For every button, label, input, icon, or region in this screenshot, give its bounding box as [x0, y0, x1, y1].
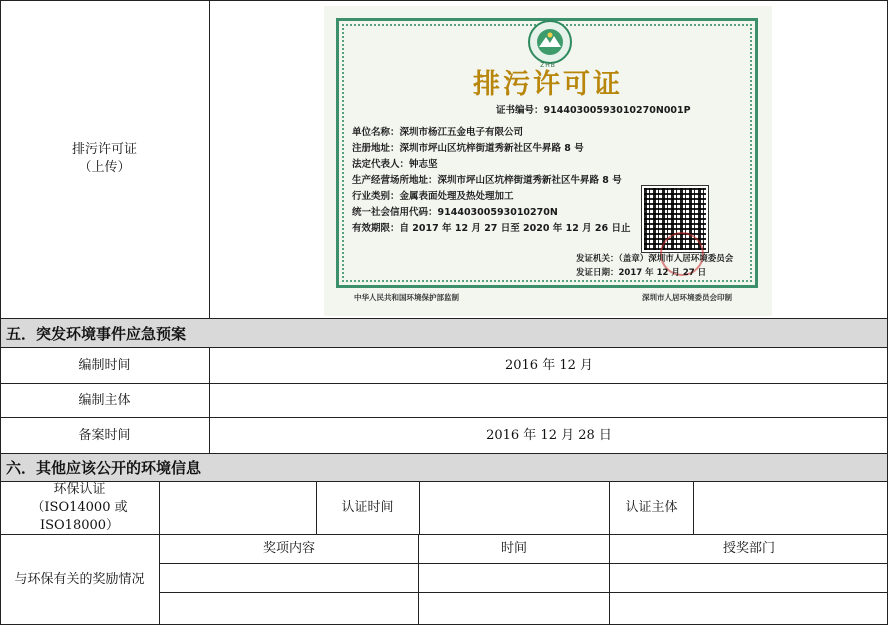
award-header-content: 奖项内容	[262, 541, 315, 556]
award-label: 与环保有关的奖励情况	[14, 572, 145, 587]
emblem-label: ZHB	[540, 62, 556, 69]
certificate-issue-date: 发证日期：2017 年 12 月 27 日	[576, 268, 707, 278]
certificate-footer-right: 深圳市人居环境委员会印制	[642, 293, 732, 302]
section5-row-label: 编制时间	[78, 357, 131, 373]
certificate-site-address: 生产经营场所地址：深圳市坪山区坑梓街道秀新社区牛昇路 8 号	[352, 175, 622, 186]
section5-title: 五．突发环境事件应急预案	[6, 324, 187, 343]
section6-title: 六．其他应该公开的环境信息	[6, 459, 202, 477]
permit-certificate-image	[324, 6, 772, 316]
certificate-issuer: 发证机关：（盖章）深圳市人居环境委员会	[576, 254, 734, 264]
certificate-number: 证书编号：91440300593010270N001P	[496, 105, 691, 116]
section6-header	[0, 454, 888, 481]
environment-emblem-icon	[528, 20, 572, 64]
certificate-legal-rep: 法定代表人：钟志坚	[352, 159, 438, 170]
permit-label-line1: 排污许可证	[71, 142, 137, 157]
certificate-unit-name: 单位名称：深圳市杨江五金电子有限公司	[352, 127, 524, 138]
certificate-industry: 行业类别：金属表面处理及热处理加工	[352, 191, 514, 202]
cert-time-label: 认证时间	[341, 500, 394, 515]
section5-row-value	[210, 384, 888, 417]
permit-label-line2: （上传）	[78, 160, 131, 175]
cert-body-label: 认证主体	[625, 500, 678, 515]
certificate-credit-code: 统一社会信用代码：91440300593010270N	[352, 207, 558, 218]
section5-header	[0, 319, 888, 347]
certificate-validity: 有效期限：自 2017 年 12 月 27 日至 2020 年 12 月 26 日止	[352, 223, 631, 234]
award-header-time: 时间	[500, 541, 527, 556]
section5-row-value: 2016 年 12 月	[504, 357, 594, 373]
certificate-title: 排污许可证	[473, 69, 623, 100]
section5-row-label: 编制主体	[78, 392, 131, 408]
certificate-reg-address: 注册地址：深圳市坪山区坑梓街道秀新社区牛昇路 8 号	[352, 143, 584, 154]
permit-label	[0, 0, 209, 318]
award-header-department: 授奖部门	[722, 541, 775, 556]
section5-row-label: 备案时间	[78, 427, 131, 443]
env-cert-label: 环保认证 （ISO14000 或 ISO18000）	[31, 482, 128, 533]
section5-row-value: 2016 年 12 月 28 日	[486, 427, 612, 443]
certificate-footer-left: 中华人民共和国环境保护部监制	[354, 293, 459, 302]
